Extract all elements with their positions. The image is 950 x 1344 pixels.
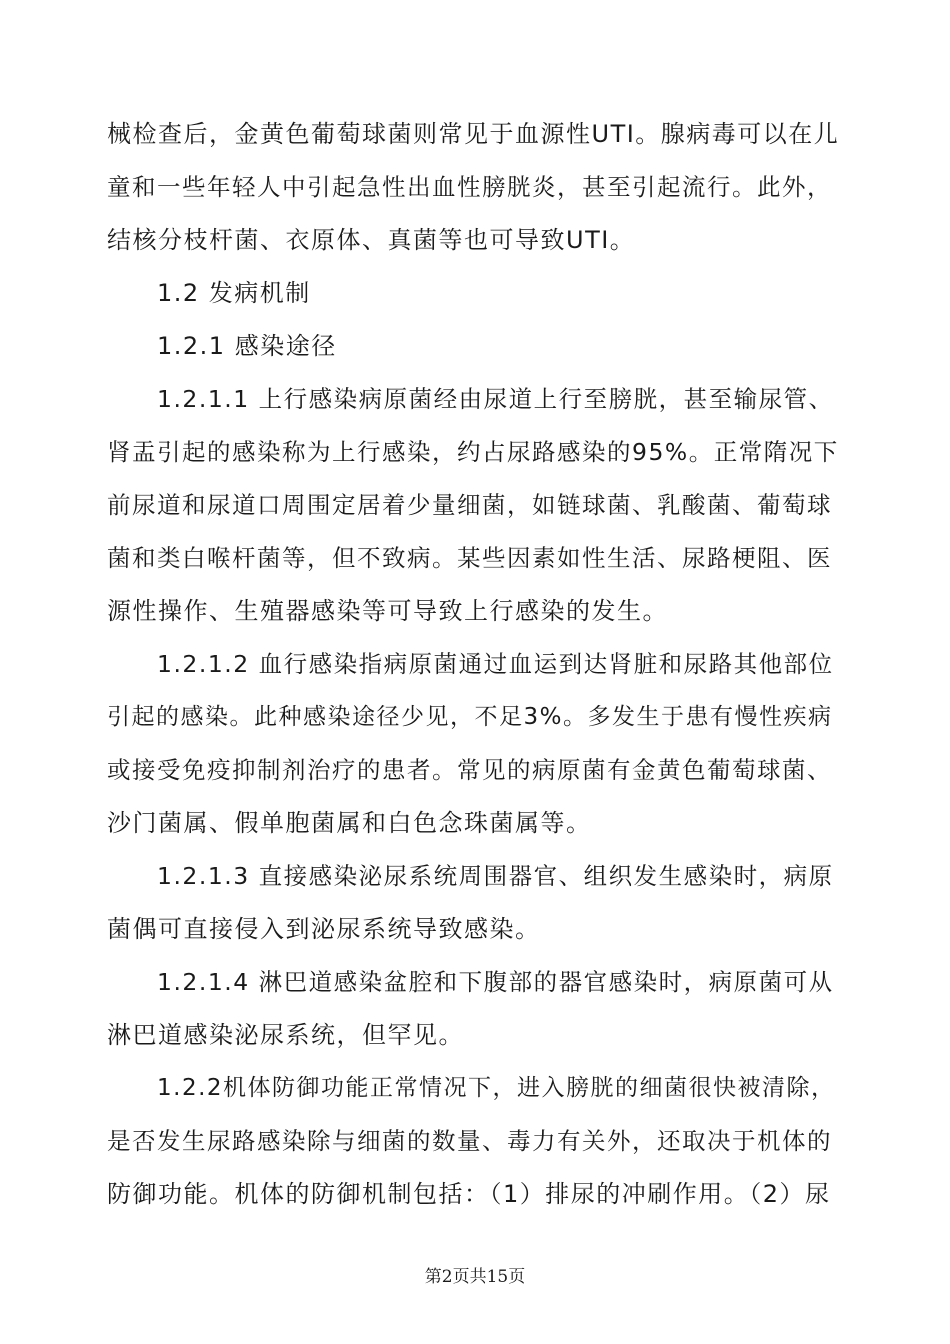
paragraph-line: 菌和类白喉杆菌等，但不致病。某些因素如性生活、尿路梗阻、医 <box>107 544 832 572</box>
paragraph-line: 前尿道和尿道口周围定居着少量细菌，如链球菌、乳酸菌、葡萄球 <box>107 491 832 519</box>
paragraph-line: 1.2.1.3 直接感染泌尿系统周围器官、组织发生感染时，病原 <box>157 862 834 890</box>
paragraph-line: 童和一些年轻人中引起急性出血性膀胱炎，甚至引起流行。此外， <box>107 173 832 201</box>
subsection-heading: 1.2.1 感染途径 <box>157 332 337 360</box>
paragraph-line: 结核分枝杆菌、衣原体、真菌等也可导致UTI。 <box>107 226 636 254</box>
paragraph-line: 源性操作、生殖器感染等可导致上行感染的发生。 <box>107 597 668 625</box>
paragraph-line: 1.2.1.1 上行感染病原菌经由尿道上行至膀胱，甚至输尿管、 <box>157 385 834 413</box>
paragraph-line: 或接受免疫抑制剂治疗的患者。常见的病原菌有金黄色葡萄球菌、 <box>107 756 832 784</box>
paragraph-line: 沙门菌属、假单胞菌属和白色念珠菌属等。 <box>107 809 592 837</box>
paragraph-line: 械检查后，金黄色葡萄球菌则常见于血源性UTI。腺病毒可以在儿 <box>107 120 840 148</box>
paragraph-line: 防御功能。机体的防御机制包括：（1）排尿的冲刷作用。（2）尿 <box>107 1180 831 1208</box>
paragraph-line: 淋巴道感染泌尿系统，但罕见。 <box>107 1021 464 1049</box>
paragraph-line: 菌偶可直接侵入到泌尿系统导致感染。 <box>107 915 541 943</box>
paragraph-line: 1.2.2机体防御功能正常情况下，进入膀胱的细菌很快被清除， <box>157 1075 836 1101</box>
page-number-footer: 第2页共15页 <box>424 1267 526 1287</box>
paragraph-line: 肾盂引起的感染称为上行感染，约占尿路感染的95%。正常隋况下 <box>107 438 839 466</box>
paragraph-line: 1.2.1.2 血行感染指病原菌通过血运到达肾脏和尿路其他部位 <box>157 650 834 678</box>
paragraph-line: 1.2.1.4 淋巴道感染盆腔和下腹部的器官感染时，病原菌可从 <box>157 968 834 996</box>
paragraph-line: 是否发生尿路感染除与细菌的数量、毒力有关外，还取决于机体的 <box>107 1127 832 1155</box>
section-heading: 1.2 发病机制 <box>157 279 311 307</box>
paragraph-line: 引起的感染。此种感染途径少见，不足3%。多发生于患有慢性疾病 <box>107 704 833 730</box>
